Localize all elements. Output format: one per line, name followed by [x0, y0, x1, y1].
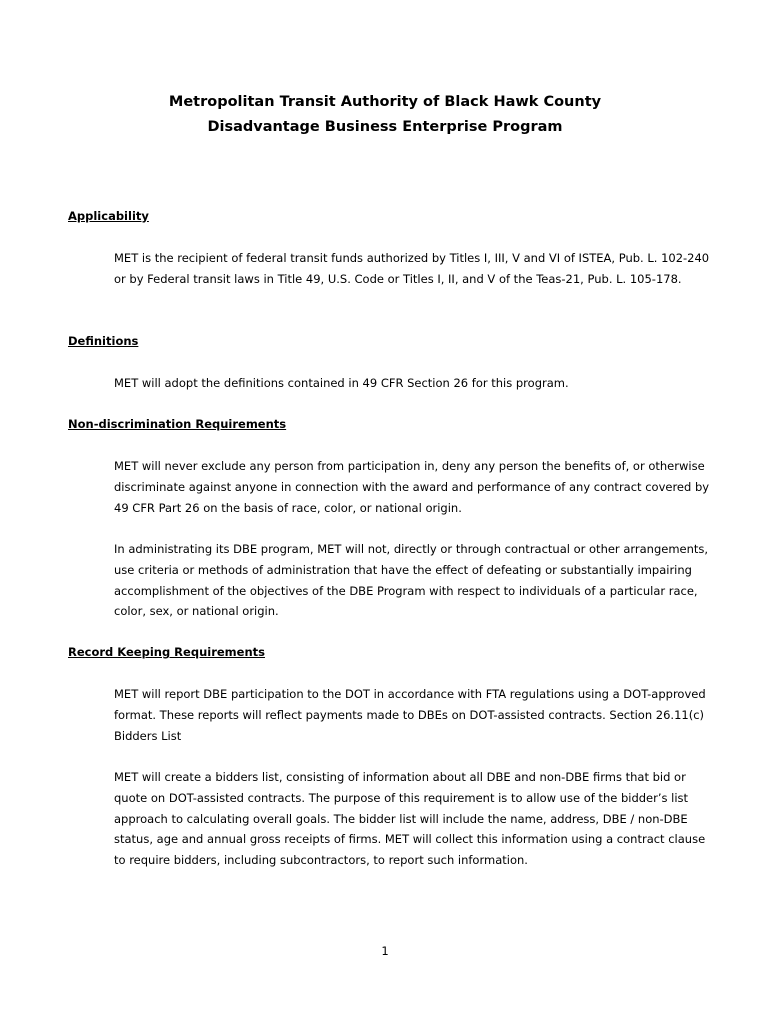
paragraph-applicability: MET is the recipient of federal transit funds authorized by Titles I, III, V and VI of ISTEA, Pub. L. 102-240 or by Federal transit laws in Title 49, U.S. Code or Titles I, II, and V of the Teas-21, Pub. L. 105-178.	[114, 251, 710, 286]
paragraph-definitions: MET will adopt the definitions contained in 49 CFR Section 26 for this program.	[114, 376, 569, 390]
paragraph-nondiscrimination-2: In administrating its DBE program, MET will not, directly or through contractual or other arrangements, use criteria or methods of administration that have the effect of defeating or substantially impairing accomplishment of the objectives of the DBE Program with respect to individuals of a particular race, color, sex, or national origin.	[114, 542, 709, 619]
heading-definitions: Definitions	[68, 334, 139, 348]
paragraph-recordkeeping-2: MET will create a bidders list, consisting of information about all DBE and non-DBE firms that bid or quote on DOT-assisted contracts. The purpose of this requirement is to allow use of the bidder’s list approach to calculating overall goals. The bidder list will include the name, address, DBE / non-DBE status, age and annual gross receipts of firms. MET will collect this information using a contract clause to require bidders, including subcontractors, to report such information.	[114, 770, 706, 868]
paragraph-nondiscrimination-1: MET will never exclude any person from participation in, deny any person the benefits of, or otherwise discriminate against anyone in connection with the award and performance of any contract covered by 49 CFR Part 26 on the basis of race, color, or national origin.	[114, 459, 710, 515]
paragraph-recordkeeping-1: MET will report DBE participation to the DOT in accordance with FTA regulations using a DOT-approved format. These reports will reflect payments made to DBEs on DOT-assisted contracts. Section 26.11(c) Bidders List	[114, 687, 706, 743]
document-title: Metropolitan Transit Authority of Black Hawk County	[168, 94, 602, 110]
heading-nondiscrimination: Non-discrimination Requirements	[68, 417, 287, 431]
heading-recordkeeping: Record Keeping Requirements	[68, 645, 265, 659]
document-subtitle: Disadvantage Business Enterprise Program	[207, 119, 563, 135]
heading-applicability: Applicability	[68, 209, 149, 223]
page-number: 1	[381, 944, 389, 958]
